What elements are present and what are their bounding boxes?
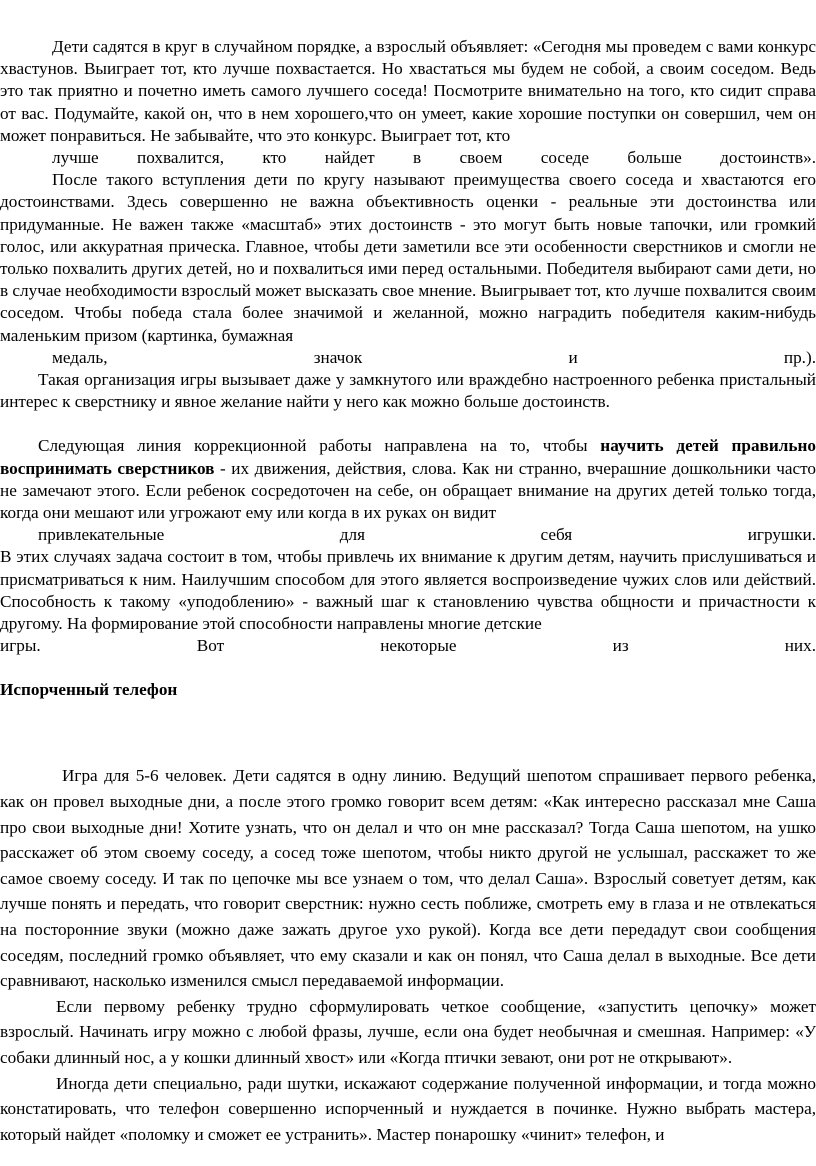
spacer [0, 701, 816, 763]
paragraph-tasks [0, 546, 816, 657]
paragraph-correction-post: - их движения, действия, слова. Как ни странно, вчерашние дошкольники часто не замечают этого. Если ребенок сосредоточен на себе, он обращает внимание на других детей только тогда, когда они мешают или угрожают ему или когда в их руках он видит [0, 458, 816, 523]
section-heading: Испорченный телефон [0, 680, 178, 700]
paragraph-correction-pre: Следующая линия коррекционной работы направлена на то, чтобы [38, 436, 601, 456]
spacer [0, 413, 816, 435]
game-paragraph-adult: Если первому ребенку трудно сформулировать четкое сообщение, «запустить цепочку» может взрослый. Начинать игру можно с любой фразы, лучше, если она будет необычная и смешная. Например: «У собаки длинный нос, а у кошки длинный хвост» или «Когда птички зевают, они рот не открывают». [0, 996, 816, 1068]
paragraph-intro [0, 36, 816, 169]
paragraph-correction-last-line: привлекательные для себя игрушки. [38, 525, 816, 545]
paragraph-tasks-text: В этих случаях задача состоит в том, чтобы привлечь их внимание к другим детям, научить прислушиваться и присматриваться к ним. Наилучшим способом для этого является воспроизведение чужих слов или действий. Способность к такому «уподоблению» - важный шаг к становлению чувства общности и причастности к другому. На формирование этой способности направлены многие детские [0, 547, 816, 634]
paragraph-organization: Такая организация игры вызывает даже у замкнутого или враждебно настроенного ребенка пристальный интерес к сверстнику и явное желание найти у него как можно больше достоинств. [0, 370, 816, 412]
paragraph-after-intro [0, 169, 816, 369]
spacer [0, 657, 816, 679]
paragraph-correction [0, 435, 816, 546]
paragraph-after-intro-last-line: медаль, значок и пр.). [52, 347, 816, 367]
document-page [0, 36, 816, 1147]
paragraph-intro-text: Дети садятся в круг в случайном порядке, а взрослый объявляет: «Сегодня мы проведем с вами конкурс хвастунов. Выиграет тот, кто лучше похвастается. Но хвастаться мы будем не собой, а своим соседом. Ведь это так приятно и почетно иметь самого лучшего соседа! Посмотрите внимательно на того, кто сидит справа от вас. Подумайте, какой он, что в нем хорошего,что он умеет, какие хорошие поступки он совершил, чем он может понравиться. Не забывайте, что это конкурс. Выиграет тот, кто [0, 37, 816, 145]
paragraph-tasks-last-line: игры. Вот некоторые из них. [0, 636, 816, 656]
game-paragraph-repair: Иногда дети специально, ради шутки, искажают содержание полученной информации, и тогда можно констатировать, что телефон совершенно испорченный и нуждается в починке. Нужно выбрать мастера, который найдет «поломку и сможет ее устранить». Мастер понарошку «чинит» телефон, и [0, 1073, 816, 1144]
paragraph-after-intro-text: После такого вступления дети по кругу называют преимущества своего соседа и хвастаются его достоинствами. Здесь совершенно не важна объективность оценки - реальные эти достоинства или придуманные. Не важен также «масштаб» этих достоинств - это могут быть новые тапочки, или громкий голос, или аккуратная прическа. Главное, чтобы дети заметили все эти особенности сверстников и смогли не только похвалить других детей, но и похвалиться ими перед остальными. Победителя выбирают сами дети, но в случае необходимости взрослый может высказать свое мнение. Выигрывает тот, кто лучше похвалится своим соседом. Чтобы победа стала более значимой и желанной, можно наградить победителя каким-нибудь маленьким призом (картинка, бумажная [0, 170, 816, 345]
paragraph-correction-bold: научить детей правильно воспринимать сверстников [0, 436, 816, 478]
game-paragraph-rules: Игра для 5-6 человек. Дети садятся в одну линию. Ведущий шепотом спрашивает первого ребенка, как он провел выходные дни, а после этого громко говорит всем детям: «Как интересно рассказал мне Саша про свои выходные дни! Хотите узнать, что он делал и что он мне рассказал? Тогда Саша шепотом, на ушко расскажет об этом своему соседу, а сосед тоже шепотом, чтобы никто другой не услышал, расскажет то же самое своему соседу. И так по цепочке мы все узнаем о том, что делал Саша». Взрослый советует детям, как лучше понять и передать, что говорит сверстник: нужно сесть поближе, смотреть ему в глаза и не отвлекаться на посторонние звуки (можно даже зажать другое ухо рукой). Когда все дети передадут свои сообщения соседям, последний громко объявляет, что ему сказали и как он понял, что Саша делал в выходные. Все дети сравнивают, насколько изменился смысл передаваемой информации. [0, 766, 816, 991]
paragraph-intro-last-line: лучше похвалится, кто найдет в своем соседе больше достоинств». [52, 148, 816, 168]
